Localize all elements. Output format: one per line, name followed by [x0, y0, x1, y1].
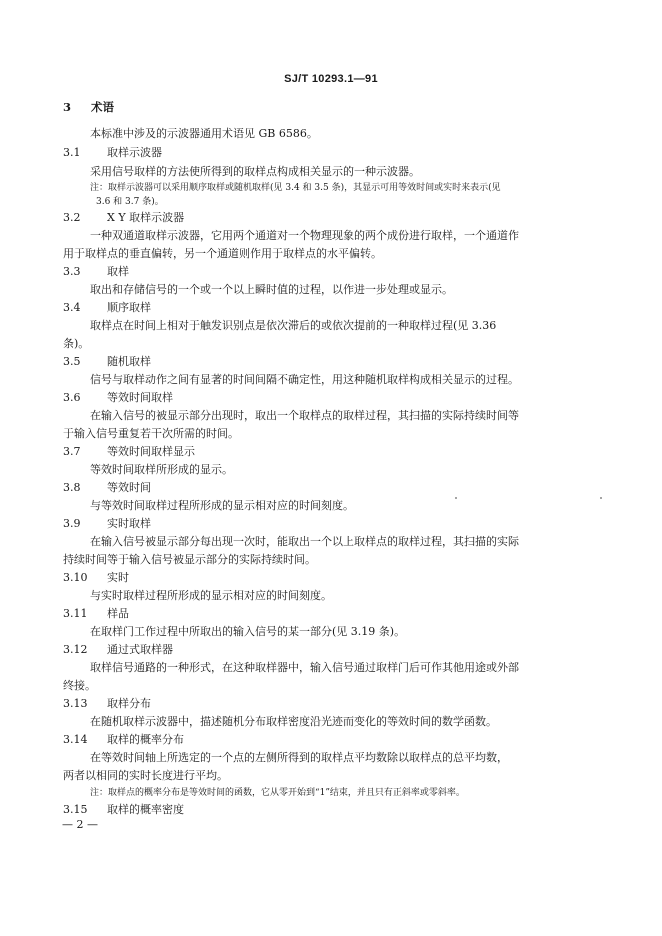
body-line: 采用信号取样的方法使所得到的取样点构成相关显示的一种示波器。: [90, 165, 420, 178]
body-line: 等效时间取样所形成的显示。: [90, 463, 233, 476]
clause-heading: [63, 355, 151, 369]
clause-heading: [63, 607, 129, 621]
clause-title: 实时: [107, 571, 129, 584]
clause-number: 3.6: [63, 391, 81, 404]
clause-number: 3.10: [63, 571, 88, 584]
body-line: 在输入信号的被显示部分出现时，取出一个取样点的取样过程，其扫描的实际持续时间等: [90, 409, 519, 422]
body-line: 在输入信号被显示部分每出现一次时，能取出一个以上取样点的取样过程，其扫描的实际: [90, 535, 519, 548]
body-line: 两者以相同的实时长度进行平均。: [63, 769, 228, 782]
clause-heading: [63, 265, 129, 279]
body-line: 取样信号通路的一种形式，在这种取样器中，输入信号通过取样门后可作其他用途或外部: [90, 661, 519, 674]
page-number: — 2 —: [62, 818, 98, 831]
clause-heading: [63, 481, 151, 495]
clause-title: 通过式取样器: [107, 643, 173, 656]
clause-number: 3.5: [63, 355, 81, 368]
clause-number: 3.2: [63, 211, 81, 224]
clause-heading: [63, 301, 151, 315]
body-line: 条)。: [63, 337, 90, 350]
clause-title: 顺序取样: [107, 301, 151, 314]
clause-title: 取样分布: [107, 697, 151, 710]
speck-dot: [455, 497, 457, 499]
clause-number: 3.14: [63, 733, 88, 746]
body-line: 本标准中涉及的示波器通用术语见 GB 6586。: [90, 127, 318, 140]
clause-title: 取样的概率密度: [107, 803, 184, 816]
clause-title: 等效时间: [107, 481, 151, 494]
body-line: 取样点在时间上相对于触发识别点是依次滞后的或依次提前的一种取样过程(见 3.36: [90, 319, 497, 332]
clause-number: 3.8: [63, 481, 81, 494]
clause-heading: [63, 733, 184, 747]
clause-title: 等效时间取样显示: [107, 445, 195, 458]
body-line: 一种双通道取样示波器，它用两个通道对一个物理现象的两个成份进行取样，一个通道作: [90, 229, 519, 242]
clause-number: 3.13: [63, 697, 88, 710]
speck-dot: [600, 497, 602, 499]
clause-title: 取样示波器: [107, 146, 162, 159]
clause-number: 3.1: [63, 146, 81, 159]
clause-title: 取样的概率分布: [107, 733, 184, 746]
body-line: 在取样门工作过程中所取出的输入信号的某一部分(见 3.19 条)。: [90, 625, 406, 638]
clause-number: 3.15: [63, 803, 88, 816]
clause-heading: [63, 517, 151, 531]
body-line: 持续时间等于输入信号被显示部分的实际持续时间。: [63, 553, 316, 566]
clause-heading: [63, 697, 151, 711]
body-line: 与等效时间取样过程所形成的显示相对应的时间刻度。: [90, 499, 354, 512]
clause-number: 3.3: [63, 265, 81, 278]
clause-title: 等效时间取样: [107, 391, 173, 404]
clause-heading: [63, 643, 173, 657]
clause-number: 3.7: [63, 445, 81, 458]
clause-heading: [63, 146, 162, 160]
clause-heading: [63, 391, 173, 405]
body-line: 信号与取样动作之间有显著的时间间隔不确定性，用这种随机取样构成相关显示的过程。: [90, 373, 519, 386]
clause-title: X Y 取样示波器: [107, 211, 185, 224]
note-line: 注：取样示波器可以采用顺序取样或随机取样(见 3.4 和 3.5 条)，其显示可用等效时间或实时来表示(见: [90, 183, 501, 193]
clause-number: 3.4: [63, 301, 81, 314]
clause-title: 实时取样: [107, 517, 151, 530]
clause-heading: [63, 803, 184, 817]
body-line: 用于取样点的垂直偏转，另一个通道则作用于取样点的水平偏转。: [63, 247, 382, 260]
clause-number: 3: [63, 100, 72, 114]
body-line: 终接。: [63, 679, 96, 692]
clause-heading: [63, 445, 195, 459]
body-line: 在等效时间轴上所选定的一个点的左侧所得到的取样点平均数除以取样点的总平均数，: [90, 751, 508, 764]
clause-title: 取样: [107, 265, 129, 278]
body-line: 于输入信号重复若干次所需的时间。: [63, 427, 239, 440]
clause-number: 3.12: [63, 643, 88, 656]
clause-heading: [63, 100, 114, 114]
clause-title: 术语: [91, 100, 114, 114]
clause-heading: [63, 571, 129, 585]
clause-heading: [63, 211, 184, 225]
clause-title: 样品: [107, 607, 129, 620]
clause-title: 随机取样: [107, 355, 151, 368]
body-line: 取出和存储信号的一个或一个以上瞬时值的过程，以作进一步处理或显示。: [90, 283, 453, 296]
clause-number: 3.11: [63, 607, 88, 620]
note-line: 注：取样点的概率分布是等效时间的函数，它从零开始到“1”结束，并且只有正斜率或零斜率。: [90, 788, 465, 798]
document-header: SJ/T 10293.1—91: [284, 73, 378, 85]
body-line: 在随机取样示波器中，描述随机分布取样密度沿光迹而变化的等效时间的数学函数。: [90, 715, 497, 728]
clause-number: 3.9: [63, 517, 81, 530]
body-line: 与实时取样过程所形成的显示相对应的时间刻度。: [90, 589, 332, 602]
note-line: 3.6 和 3.7 条)。: [96, 197, 164, 207]
